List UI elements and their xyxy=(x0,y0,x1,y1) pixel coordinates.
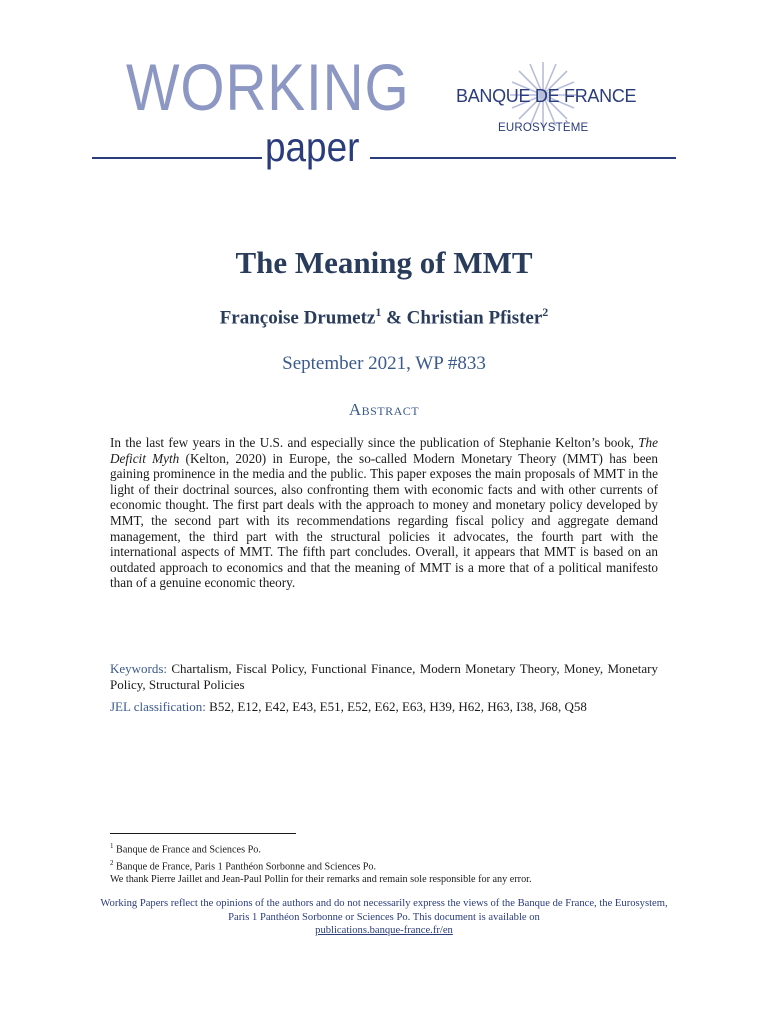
author-1: Françoise Drumetz xyxy=(219,307,376,329)
footnote-2-text: Banque de France, Paris 1 Panthéon Sorbonne and Sciences Po. xyxy=(116,860,377,872)
acknowledgements: We thank Pierre Jaillet and Jean-Paul Pollin for their remarks and remain sole responsible for any error. xyxy=(110,874,532,886)
paper-wordmark: paper xyxy=(265,124,360,170)
jel-value: B52, E12, E42, E43, E51, E52, E62, E63, H39, H62, H63, I38, J68, Q58 xyxy=(209,699,587,714)
keywords xyxy=(110,661,658,692)
footnote-divider xyxy=(110,833,296,834)
abstract-book-title: The Deficit Myth xyxy=(110,435,658,466)
masthead-rule-left xyxy=(92,157,262,159)
paper-title: The Meaning of MMT xyxy=(235,245,533,280)
footnote-2-mark: 2 xyxy=(110,858,114,867)
author-line xyxy=(0,305,768,329)
footnote-1-text: Banque de France and Sciences Po. xyxy=(116,844,261,856)
abstract-heading: Abstract xyxy=(348,400,420,419)
disclaimer-text: Working Papers reflect the opinions of the authors and do not necessarily express the views of the Banque de France, the Eurosystem, Paris 1 Panthéon Sorbonne or Sciences Po. This document is available on xyxy=(100,898,668,923)
author-2-footnote-mark[interactable]: 2 xyxy=(542,305,549,319)
disclaimer xyxy=(100,897,668,938)
footnotes xyxy=(110,840,670,886)
logo-subtitle: EUROSYSTÈME xyxy=(498,122,589,134)
author-2: Christian Pfister xyxy=(406,307,543,329)
masthead-rule-right xyxy=(370,157,676,159)
abstract-text-1: In the last few years in the U.S. and especially since the publication of Stephanie Kelton’s book, xyxy=(110,435,639,450)
jel-classification xyxy=(110,699,658,715)
working-wordmark: WORKING xyxy=(126,50,410,124)
date-and-number: September 2021, WP #833 xyxy=(282,353,486,374)
author-1-footnote-mark[interactable]: 1 xyxy=(375,305,382,319)
abstract-body xyxy=(110,435,658,591)
logo-name: BANQUE DE FRANCE xyxy=(456,86,637,106)
keywords-value: Chartalism, Fiscal Policy, Functional Finance, Modern Monetary Theory, Money, Monetary Policy, Structural Policies xyxy=(110,661,659,692)
publications-link[interactable]: publications.banque-france.fr/en xyxy=(315,925,453,937)
author-separator: & xyxy=(381,307,407,329)
banque-de-france-logo xyxy=(448,60,638,142)
keywords-label: Keywords: xyxy=(110,661,168,676)
abstract-text-2: (Kelton, 2020) in Europe, the so-called Modern Monetary Theory (MMT) has been gaining prominence in the media and the public. This paper exposes the main proposals of MMT in the light of their doctrinal sources, also confronting them with economic facts and with other currents of economic thought. The first part deals with the approach to money and monetary policy developed by MMT, the second part with its recommendations regarding fiscal policy and aggregate demand management, the third part with the structural policies it advocates, the fourth part with the international aspects of MMT. The fifth part concludes. Overall, it appears that MMT is based on an outdated approach to economics and that the meaning of MMT is a more that of a political manifesto than of a genuine economic theory. xyxy=(110,450,658,591)
footnote-1-mark: 1 xyxy=(110,842,114,850)
footnote-2 xyxy=(110,857,670,874)
jel-label: JEL classification: xyxy=(110,699,206,714)
footnote-1 xyxy=(110,840,670,857)
masthead xyxy=(0,0,768,175)
